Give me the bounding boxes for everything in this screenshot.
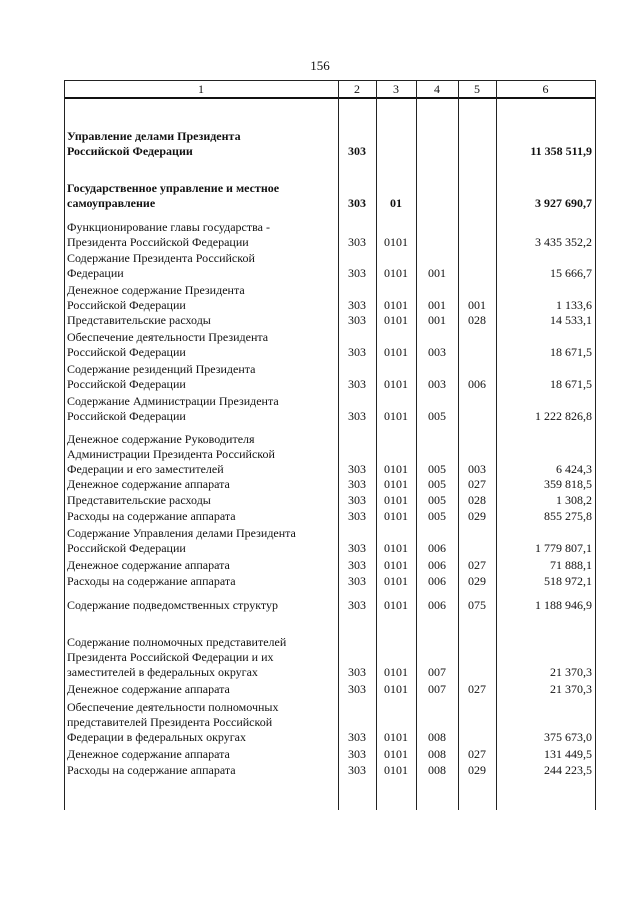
row-name-line: Обеспечение деятельности полномочных (67, 700, 279, 714)
cell-code-target: 005 (428, 477, 446, 491)
row-name (67, 432, 335, 477)
cell-amount: 375 673,0 (544, 730, 592, 744)
row-name-line: Расходы на содержание аппарата (67, 574, 236, 588)
cell-amount: 18 671,5 (550, 345, 592, 359)
cell-amount: 71 888,1 (550, 558, 592, 572)
header-divider (64, 97, 596, 99)
row-name-line: Российской Федерации (67, 377, 186, 391)
header-col-3: 3 (393, 82, 399, 96)
cell-code-subsection: 0101 (384, 747, 408, 761)
table-row (64, 493, 596, 508)
cell-code-target: 001 (428, 313, 446, 327)
table-row (64, 526, 596, 556)
cell-code-subsection: 0101 (384, 493, 408, 507)
row-name-line: Расходы на содержание аппарата (67, 763, 236, 777)
row-name-line: Российской Федерации (67, 345, 186, 359)
cell-code-section: 303 (348, 313, 366, 327)
cell-code-subsection: 0101 (384, 763, 408, 777)
cell-code-subsection: 0101 (384, 298, 408, 312)
cell-code-section: 303 (348, 541, 366, 555)
row-name-line: Управление делами Президента (67, 129, 241, 143)
cell-code-target: 003 (428, 377, 446, 391)
row-name-line: представителей Президента Российской (67, 715, 273, 729)
row-name (67, 682, 335, 697)
cell-amount: 18 671,5 (550, 377, 592, 391)
table-row (64, 635, 596, 680)
cell-code-subsection: 0101 (384, 682, 408, 696)
table-row (64, 509, 596, 524)
cell-code-section: 303 (348, 730, 366, 744)
cell-code-subsection: 0101 (384, 409, 408, 423)
row-name (67, 362, 335, 392)
row-name (67, 747, 335, 762)
cell-code-section: 303 (348, 266, 366, 280)
row-name-line: Федерации и его заместителей (67, 462, 224, 476)
row-name-line: Российской Федерации (67, 298, 186, 312)
cell-code-section: 303 (348, 574, 366, 588)
cell-code-target: 006 (428, 541, 446, 555)
cell-code-subsection: 0101 (384, 574, 408, 588)
row-name (67, 509, 335, 524)
row-name-line: Администрации Президента Российской (67, 447, 275, 461)
cell-amount: 244 223,5 (544, 763, 592, 777)
cell-amount: 21 370,3 (550, 682, 592, 696)
table-row (64, 747, 596, 762)
cell-code-expense-type: 006 (468, 377, 486, 391)
cell-code-target: 001 (428, 266, 446, 280)
cell-code-target: 008 (428, 763, 446, 777)
cell-code-target: 005 (428, 409, 446, 423)
row-name (67, 700, 335, 745)
cell-code-section: 303 (348, 477, 366, 491)
row-name-line: Представительские расходы (67, 493, 211, 507)
cell-code-target: 007 (428, 682, 446, 696)
cell-code-subsection: 0101 (384, 345, 408, 359)
cell-code-subsection: 0101 (384, 598, 408, 612)
row-name-line: Федерации (67, 266, 124, 280)
table-row (64, 763, 596, 778)
table-top-border (64, 80, 596, 81)
cell-amount: 1 308,2 (556, 493, 592, 507)
row-name-line: Содержание полномочных представителей (67, 635, 287, 649)
row-name-line: заместителей в федеральных округах (67, 665, 258, 679)
table-row (64, 574, 596, 589)
row-name (67, 313, 335, 328)
row-name (67, 635, 335, 680)
row-name-line: Содержание Администрации Президента (67, 394, 279, 408)
cell-code-subsection: 0101 (384, 558, 408, 572)
row-name (67, 251, 335, 281)
cell-code-section: 303 (348, 558, 366, 572)
row-name (67, 558, 335, 573)
row-name-line: Представительские расходы (67, 313, 211, 327)
cell-code-section: 303 (348, 598, 366, 612)
row-name-line: Денежное содержание Руководителя (67, 432, 255, 446)
cell-code-target: 005 (428, 462, 446, 476)
cell-amount: 1 222 826,8 (535, 409, 592, 423)
cell-code-expense-type: 029 (468, 509, 486, 523)
row-name-line: Денежное содержание Президента (67, 283, 245, 297)
row-name (67, 220, 335, 250)
row-name (67, 330, 335, 360)
budget-table (64, 80, 596, 810)
page-number: 156 (310, 58, 330, 73)
table-row (64, 682, 596, 697)
row-name-line: Федерации в федеральных округах (67, 730, 247, 744)
cell-code-section: 303 (348, 509, 366, 523)
table-row (64, 129, 596, 159)
row-name-line: Денежное содержание аппарата (67, 477, 230, 491)
cell-code-subsection: 01 (390, 196, 402, 210)
table-row (64, 251, 596, 281)
table-row (64, 181, 596, 211)
row-name (67, 477, 335, 492)
cell-code-expense-type: 027 (468, 558, 486, 572)
row-name-line: Президента Российской Федерации (67, 235, 249, 249)
table-row (64, 313, 596, 328)
row-name-line: Денежное содержание аппарата (67, 682, 230, 696)
cell-code-expense-type: 029 (468, 574, 486, 588)
cell-code-section: 303 (348, 144, 366, 158)
row-name-line: Обеспечение деятельности Президента (67, 330, 269, 344)
cell-amount: 6 424,3 (556, 462, 592, 476)
cell-code-section: 303 (348, 665, 366, 679)
cell-code-expense-type: 028 (468, 313, 486, 327)
row-name-line: Расходы на содержание аппарата (67, 509, 236, 523)
cell-code-target: 007 (428, 665, 446, 679)
table-row (64, 477, 596, 492)
cell-amount: 14 533,1 (550, 313, 592, 327)
cell-code-expense-type: 001 (468, 298, 486, 312)
row-name-line: Российской Федерации (67, 144, 193, 158)
cell-code-subsection: 0101 (384, 235, 408, 249)
cell-amount: 15 666,7 (550, 266, 592, 280)
cell-code-target: 006 (428, 574, 446, 588)
table-row (64, 394, 596, 424)
cell-amount: 1 779 807,1 (535, 541, 592, 555)
cell-amount: 3 435 352,2 (535, 235, 592, 249)
table-row (64, 330, 596, 360)
header-col-2: 2 (354, 82, 360, 96)
cell-code-target: 006 (428, 598, 446, 612)
cell-code-expense-type: 027 (468, 747, 486, 761)
table-row (64, 432, 596, 477)
cell-code-target: 005 (428, 509, 446, 523)
row-name-line: самоуправление (67, 196, 156, 210)
row-name-line: Государственное управление и местное (67, 181, 280, 195)
cell-code-expense-type: 027 (468, 477, 486, 491)
cell-amount: 359 818,5 (544, 477, 592, 491)
cell-code-section: 303 (348, 298, 366, 312)
header-col-5: 5 (474, 82, 480, 96)
cell-code-section: 303 (348, 377, 366, 391)
row-name-line: Российской Федерации (67, 409, 186, 423)
header-col-4: 4 (434, 82, 440, 96)
row-name-line: Российской Федерации (67, 541, 186, 555)
cell-code-section: 303 (348, 763, 366, 777)
row-name (67, 493, 335, 508)
cell-amount: 518 972,1 (544, 574, 592, 588)
cell-code-expense-type: 029 (468, 763, 486, 777)
table-row (64, 558, 596, 573)
table-row (64, 700, 596, 745)
row-name-line: Содержание резиденций Президента (67, 362, 256, 376)
cell-code-subsection: 0101 (384, 665, 408, 679)
row-name-line: Содержание Президента Российской (67, 251, 255, 265)
cell-code-expense-type: 028 (468, 493, 486, 507)
cell-code-target: 008 (428, 730, 446, 744)
cell-code-subsection: 0101 (384, 730, 408, 744)
table-row (64, 362, 596, 392)
cell-code-expense-type: 027 (468, 682, 486, 696)
row-name (67, 763, 335, 778)
row-name (67, 526, 335, 556)
cell-code-subsection: 0101 (384, 462, 408, 476)
cell-code-target: 005 (428, 493, 446, 507)
cell-amount: 855 275,8 (544, 509, 592, 523)
cell-amount: 21 370,3 (550, 665, 592, 679)
row-name-line: Президента Российской Федерации и их (67, 650, 274, 664)
row-name (67, 283, 335, 313)
cell-amount: 131 449,5 (544, 747, 592, 761)
row-name-line: Денежное содержание аппарата (67, 747, 230, 761)
cell-code-subsection: 0101 (384, 377, 408, 391)
cell-code-section: 303 (348, 409, 366, 423)
cell-code-target: 001 (428, 298, 446, 312)
cell-code-section: 303 (348, 462, 366, 476)
cell-code-section: 303 (348, 345, 366, 359)
cell-code-expense-type: 003 (468, 462, 486, 476)
row-name-line: Денежное содержание аппарата (67, 558, 230, 572)
header-col-1: 1 (198, 82, 204, 96)
cell-code-section: 303 (348, 235, 366, 249)
cell-code-section: 303 (348, 196, 366, 210)
table-row (64, 283, 596, 313)
cell-code-subsection: 0101 (384, 313, 408, 327)
cell-code-target: 003 (428, 345, 446, 359)
cell-amount: 11 358 511,9 (530, 144, 592, 158)
row-name (67, 129, 335, 159)
row-name (67, 574, 335, 589)
row-name (67, 598, 335, 613)
cell-code-section: 303 (348, 493, 366, 507)
cell-code-section: 303 (348, 747, 366, 761)
row-name (67, 181, 335, 211)
cell-amount: 3 927 690,7 (535, 196, 592, 210)
cell-code-subsection: 0101 (384, 509, 408, 523)
row-name-line: Содержание Управления делами Президента (67, 526, 296, 540)
cell-code-target: 008 (428, 747, 446, 761)
header-col-6: 6 (542, 82, 549, 96)
cell-code-target: 006 (428, 558, 446, 572)
table-row (64, 220, 596, 250)
cell-code-expense-type: 075 (468, 598, 486, 612)
table-row (64, 598, 596, 613)
cell-code-section: 303 (348, 682, 366, 696)
cell-amount: 1 133,6 (556, 298, 592, 312)
row-name-line: Содержание подведомственных структур (67, 598, 279, 612)
row-name-line: Функционирование главы государства - (67, 220, 270, 234)
row-name (67, 394, 335, 424)
cell-code-subsection: 0101 (384, 266, 408, 280)
cell-amount: 1 188 946,9 (535, 598, 592, 612)
cell-code-subsection: 0101 (384, 477, 408, 491)
cell-code-subsection: 0101 (384, 541, 408, 555)
